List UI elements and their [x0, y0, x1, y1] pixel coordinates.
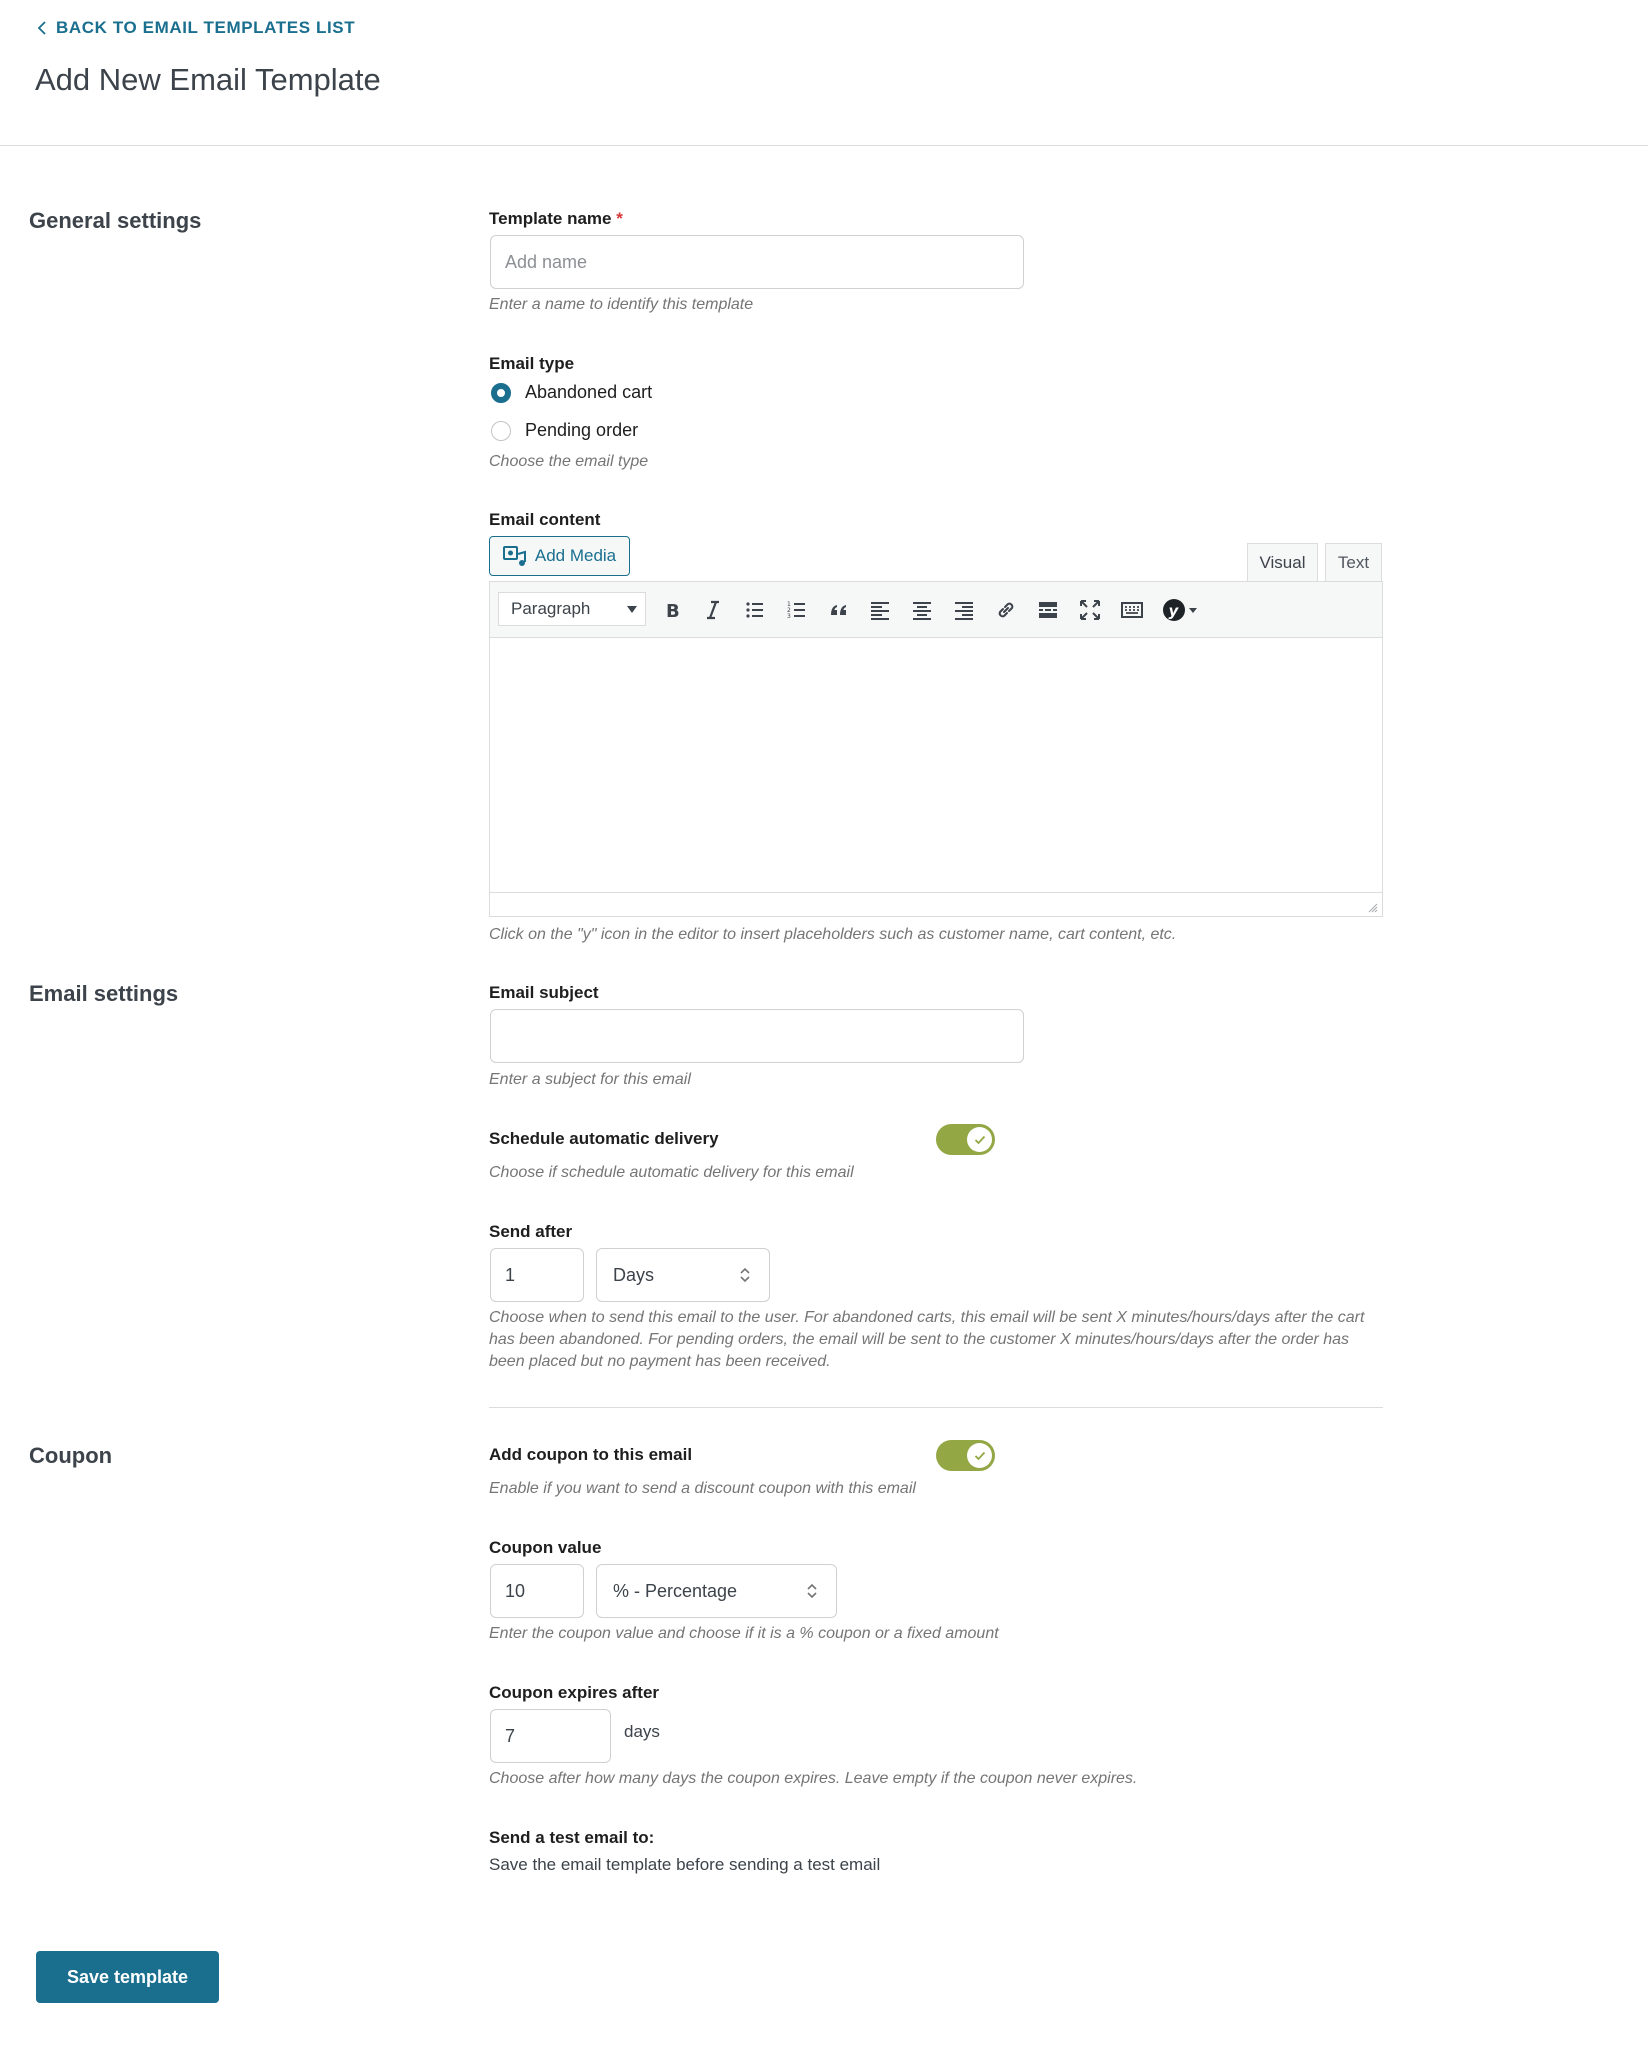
- template-name-label: [489, 209, 623, 229]
- coupon-expires-unit: days: [624, 1722, 660, 1741]
- send-after-label: Send after: [489, 1222, 573, 1241]
- toggle-knob: [967, 1127, 992, 1152]
- svg-text:y: y: [1168, 602, 1179, 620]
- fullscreen-button[interactable]: [1075, 595, 1105, 625]
- add-coupon-toggle[interactable]: [936, 1440, 995, 1471]
- svg-text:2: 2: [787, 607, 791, 614]
- add-media-button[interactable]: [489, 536, 630, 576]
- editor-status-bar: [490, 892, 1382, 916]
- editor-body[interactable]: [490, 638, 1382, 893]
- template-name-input[interactable]: [490, 235, 1024, 289]
- coupon-expires-input[interactable]: [490, 1709, 611, 1763]
- toggle-knob: [967, 1443, 992, 1468]
- link-button[interactable]: [991, 595, 1021, 625]
- align-right-icon: [952, 598, 976, 622]
- svg-text:B: B: [666, 601, 680, 622]
- blockquote-icon: [827, 598, 851, 622]
- email-type-label: Email type: [489, 354, 575, 373]
- coupon-value-input[interactable]: [490, 1564, 584, 1618]
- bold-icon: [660, 598, 684, 622]
- send-after-unit-select[interactable]: [596, 1248, 770, 1302]
- template-name-label-text: Template name: [489, 209, 612, 228]
- check-icon: [974, 1451, 986, 1461]
- coupon-value-label: Coupon value: [489, 1538, 602, 1557]
- chevron-left-icon: [36, 20, 48, 36]
- section-divider: [489, 1407, 1383, 1408]
- email-content-editor: [489, 581, 1383, 917]
- bullet-list-icon: [743, 598, 767, 622]
- select-updown-icon: [739, 1266, 751, 1284]
- coupon-expires-help: Choose after how many days the coupon expires. Leave empty if the coupon never expires.: [489, 1770, 1138, 1787]
- italic-icon: [701, 598, 725, 622]
- radio-abandoned-cart[interactable]: [491, 382, 652, 403]
- coupon-expires-label: Coupon expires after: [489, 1683, 660, 1702]
- radio-pending-order[interactable]: [491, 420, 638, 441]
- read-more-icon: [1036, 598, 1060, 622]
- test-email-label: Send a test email to:: [489, 1828, 655, 1847]
- bullet-list-button[interactable]: [740, 595, 770, 625]
- email-content-help: Click on the "y" icon in the editor to insert placeholders such as customer name, cart content, etc.: [489, 926, 1177, 943]
- caret-down-icon: [627, 606, 637, 613]
- email-subject-label: Email subject: [489, 983, 599, 1002]
- test-email-note: Save the email template before sending a test email: [489, 1855, 881, 1874]
- header-divider: [0, 145, 1648, 146]
- format-select-value: Paragraph: [511, 599, 591, 618]
- radio-label-pending-order: Pending order: [525, 420, 639, 440]
- radio-label-abandoned-cart: Abandoned cart: [525, 382, 653, 402]
- read-more-button[interactable]: [1033, 595, 1063, 625]
- align-center-icon: [910, 598, 934, 622]
- add-coupon-label: Add coupon to this email: [489, 1445, 693, 1464]
- page-title: Add New Email Template: [35, 62, 381, 97]
- format-select[interactable]: [498, 592, 646, 626]
- save-template-button[interactable]: Save template: [36, 1951, 219, 2003]
- svg-text:3: 3: [787, 613, 791, 620]
- align-left-button[interactable]: [865, 595, 895, 625]
- svg-text:1: 1: [787, 601, 791, 608]
- tab-visual[interactable]: Visual: [1247, 543, 1318, 581]
- coupon-type-value: % - Percentage: [613, 1580, 738, 1601]
- schedule-delivery-label: Schedule automatic delivery: [489, 1129, 719, 1148]
- toolbar-toggle-icon: [1120, 598, 1144, 622]
- back-to-templates-link[interactable]: [36, 18, 355, 38]
- numbered-list-icon: [785, 598, 809, 622]
- schedule-delivery-toggle[interactable]: [936, 1124, 995, 1155]
- placeholder-y-button[interactable]: [1158, 595, 1202, 625]
- select-updown-icon: [806, 1582, 818, 1600]
- align-right-button[interactable]: [949, 595, 979, 625]
- back-link-label: BACK TO EMAIL TEMPLATES LIST: [56, 18, 356, 37]
- schedule-delivery-help: Choose if schedule automatic delivery for this email: [489, 1164, 854, 1181]
- add-coupon-help: Enable if you want to send a discount coupon with this email: [489, 1480, 916, 1497]
- send-after-input[interactable]: [490, 1248, 584, 1302]
- bold-button[interactable]: [657, 595, 687, 625]
- align-left-icon: [868, 598, 892, 622]
- template-name-help: Enter a name to identify this template: [489, 296, 754, 313]
- email-subject-help: Enter a subject for this email: [489, 1071, 691, 1088]
- italic-button[interactable]: [698, 595, 728, 625]
- blockquote-button[interactable]: [824, 595, 854, 625]
- numbered-list-button[interactable]: [782, 595, 812, 625]
- radio-button-checked[interactable]: [491, 383, 511, 403]
- email-type-help: Choose the email type: [489, 453, 649, 470]
- tab-text[interactable]: Text: [1325, 543, 1382, 581]
- section-title-general: General settings: [29, 208, 202, 233]
- editor-toolbar: [490, 582, 1382, 638]
- align-center-button[interactable]: [907, 595, 937, 625]
- placeholder-y-icon: [1162, 598, 1198, 622]
- send-after-help: Choose when to send this email to the user. For abandoned carts, this email will be sent X minutes/hours/days after the cart has been abandoned. For pending orders, the email will be sent to the customer X minutes/hours/days after the order has been placed but no payment has been received.: [489, 1309, 1365, 1370]
- resize-handle-icon[interactable]: [1366, 901, 1378, 913]
- toolbar-toggle-button[interactable]: [1117, 595, 1147, 625]
- email-subject-input[interactable]: [490, 1009, 1024, 1063]
- add-media-icon: [503, 545, 527, 567]
- link-icon: [994, 598, 1018, 622]
- coupon-type-select[interactable]: [596, 1564, 837, 1618]
- section-title-coupon: Coupon: [29, 1443, 113, 1468]
- check-icon: [974, 1135, 986, 1145]
- radio-button-unchecked[interactable]: [491, 421, 511, 441]
- email-content-label: Email content: [489, 510, 601, 529]
- fullscreen-icon: [1078, 598, 1102, 622]
- coupon-value-help: Enter the coupon value and choose if it is a % coupon or a fixed amount: [489, 1625, 999, 1642]
- section-title-email-settings: Email settings: [29, 981, 179, 1006]
- send-after-unit-value: Days: [613, 1264, 655, 1285]
- required-mark: *: [616, 209, 623, 228]
- add-media-label: Add Media: [534, 546, 617, 565]
